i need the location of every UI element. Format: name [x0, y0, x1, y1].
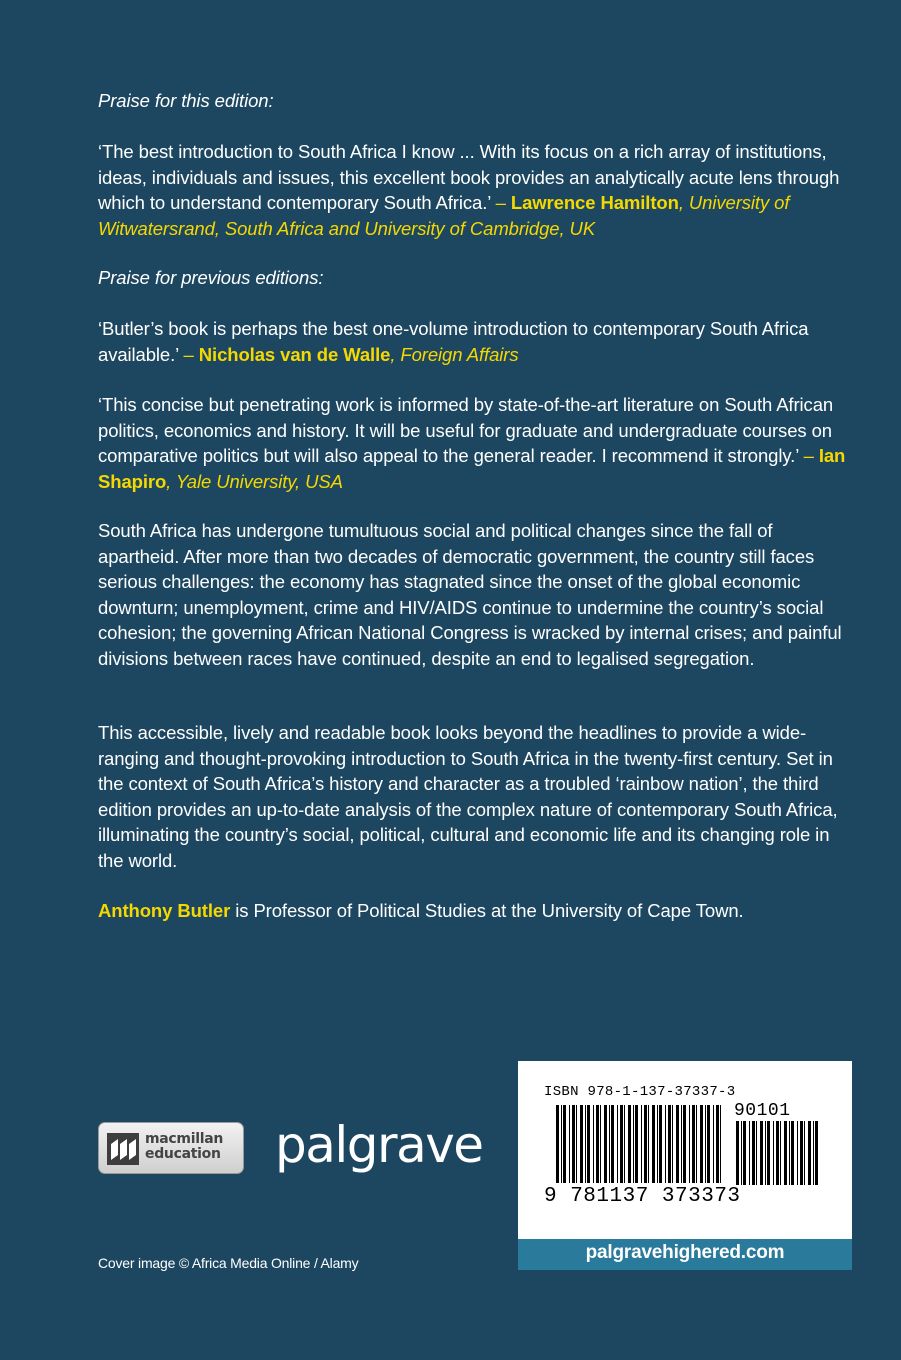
- barcode-bar: [780, 1121, 781, 1185]
- barcode-bar: [611, 1105, 614, 1183]
- barcode-bar: [657, 1105, 658, 1183]
- barcode-bar: [576, 1105, 577, 1183]
- quote-dash: –: [490, 192, 511, 213]
- barcode-bar: [569, 1105, 570, 1183]
- quote-shapiro: [98, 392, 858, 494]
- barcode-bar: [683, 1105, 686, 1183]
- isbn-number: ISBN 978-1-137-37337-3: [544, 1084, 736, 1100]
- barcode-bar: [648, 1105, 649, 1183]
- barcode-bar: [720, 1105, 721, 1183]
- barcode-bar: [580, 1105, 583, 1183]
- quote-author: Nicholas van de Walle: [198, 343, 391, 365]
- barcode-bar: [659, 1105, 662, 1183]
- barcode-bar: [800, 1121, 803, 1185]
- cover-image-credit: Cover image © Africa Media Online / Alamy: [98, 1255, 359, 1271]
- barcode-bar: [593, 1105, 594, 1183]
- barcode-bar: [791, 1121, 794, 1185]
- barcode-bar: [689, 1105, 690, 1183]
- barcode-bar: [635, 1105, 638, 1183]
- quote-text: ‘The best introduction to South Africa I know ... With its focus on a rich array of institutions, ideas, individuals and issues, this excellent book provides an analytically acute lens through which to understand contemporary South Africa.’: [98, 141, 840, 213]
- barcode-bar: [765, 1121, 766, 1185]
- barcode-bar: [600, 1105, 601, 1183]
- barcode-bar: [609, 1105, 610, 1183]
- barcode-bar: [743, 1121, 746, 1185]
- macmillan-line1: macmillan: [145, 1131, 224, 1147]
- palgrave-logo: palgrave: [275, 1116, 483, 1174]
- barcode-bar: [585, 1105, 586, 1183]
- website-link[interactable]: palgravehighered.com: [585, 1242, 785, 1263]
- macmillan-line2: education: [145, 1146, 221, 1162]
- barcode-bar: [736, 1121, 739, 1185]
- author-bio: [98, 898, 858, 924]
- macmillan-wordmark: [145, 1132, 223, 1162]
- barcode-bar: [804, 1121, 805, 1185]
- quote-affiliation: , University of Witwatersrand, South Africa and University of Cambridge, UK: [98, 192, 790, 239]
- barcode-bar: [644, 1105, 647, 1183]
- barcode-bar: [716, 1105, 719, 1183]
- barcode-bar: [808, 1121, 811, 1185]
- barcode-bar: [705, 1105, 706, 1183]
- barcode-bar: [752, 1121, 755, 1185]
- barcode-bar: [624, 1105, 625, 1183]
- barcode-bar: [572, 1105, 575, 1183]
- barcode-bar: [681, 1105, 682, 1183]
- barcode-bar: [604, 1105, 607, 1183]
- barcode-bar: [813, 1121, 814, 1185]
- barcode-bar: [700, 1105, 703, 1183]
- barcode-bar: [696, 1105, 697, 1183]
- barcode-bar: [672, 1105, 673, 1183]
- barcode-bar: [596, 1105, 599, 1183]
- barcode-bar: [741, 1121, 742, 1185]
- barcode-bar: [797, 1121, 798, 1185]
- barcode-bar: [784, 1121, 787, 1185]
- barcode-bar: [773, 1121, 774, 1185]
- barcode-bar: [561, 1105, 562, 1183]
- barcode-bar: [587, 1105, 590, 1183]
- description-paragraph-1: South Africa has undergone tumultuous social and political changes since the fall of apartheid. After more than two decades of democratic government, the country still faces serious challenges: the economy has stagnated since the onset of the global economic downturn; unemployment, crime and HIV/AIDS continue to undermine the country’s social cohesion; the governing African National Congress is wracked by internal crises; and painful divisions between races have continued, despite an end to legalised segregation.: [98, 520, 842, 669]
- barcode-bar: [789, 1121, 790, 1185]
- quote-dash: –: [798, 445, 819, 466]
- praise-this-edition-heading: Praise for this edition:: [98, 90, 274, 111]
- barcode-bar: [756, 1121, 757, 1185]
- quote-van-de-walle: [98, 316, 858, 367]
- quote-author: Lawrence Hamilton: [510, 192, 679, 213]
- barcode-bar: [776, 1121, 779, 1185]
- barcode-bar: [633, 1105, 634, 1183]
- barcode-bar: [713, 1105, 714, 1183]
- barcode-bar: [665, 1105, 666, 1183]
- barcode-bar: [815, 1121, 818, 1185]
- barcode-bar: [556, 1105, 559, 1183]
- macmillan-mark-icon: [107, 1133, 139, 1165]
- barcode-bar: [692, 1105, 695, 1183]
- quote-text: ‘Butler’s book is perhaps the best one-volume introduction to contemporary South Africa available.’: [98, 318, 809, 365]
- barcode-digits: 9 781137 373373: [544, 1185, 741, 1208]
- macmillan-education-logo: [98, 1122, 244, 1174]
- quote-author: Ian Shapiro: [98, 445, 846, 492]
- description-paragraph-2: This accessible, lively and readable book looks beyond the headlines to provide a wide-ranging and thought-provoking introduction to South Africa in the twenty-first century. Set in the context of South Africa’s history and character as a troubled ‘rainbow nation’, the third edition provides an up-to-date analysis of the complex nature of contemporary South Africa, illuminating the country’s social, political, cultural and economic life and its changing role in the world.: [98, 722, 838, 871]
- isbn-barcode: [518, 1061, 852, 1239]
- author-bio-text: is Professor of Political Studies at the University of Cape Town.: [230, 900, 744, 921]
- barcode-bar: [628, 1105, 631, 1183]
- barcode-bar: [563, 1105, 566, 1183]
- quote-dash: –: [178, 343, 199, 365]
- barcode-bar: [676, 1105, 679, 1183]
- barcode-bar: [767, 1121, 770, 1185]
- barcode-addon-digits: 90101: [734, 1101, 791, 1121]
- praise-previous-editions-heading: Praise for previous editions:: [98, 267, 324, 288]
- quote-hamilton: [98, 139, 858, 241]
- website-bar: [518, 1239, 852, 1270]
- barcode-bar: [760, 1121, 763, 1185]
- barcode-bar: [617, 1105, 618, 1183]
- barcode-bar: [641, 1105, 642, 1183]
- barcode-bar: [668, 1105, 671, 1183]
- barcode-bar: [652, 1105, 655, 1183]
- barcode-bar: [749, 1121, 750, 1185]
- quote-affiliation: , Yale University, USA: [166, 470, 343, 492]
- quote-affiliation: , Foreign Affairs: [390, 343, 519, 365]
- author-name: Anthony Butler: [98, 900, 231, 921]
- quote-text: ‘This concise but penetrating work is informed by state-of-the-art literature on South African politics, economics and history. It will be useful for graduate and undergraduate courses on comparative politics but will also appeal to the general reader. I recommend it strongly.’: [98, 394, 834, 466]
- barcode-bar: [620, 1105, 623, 1183]
- barcode-bar: [707, 1105, 710, 1183]
